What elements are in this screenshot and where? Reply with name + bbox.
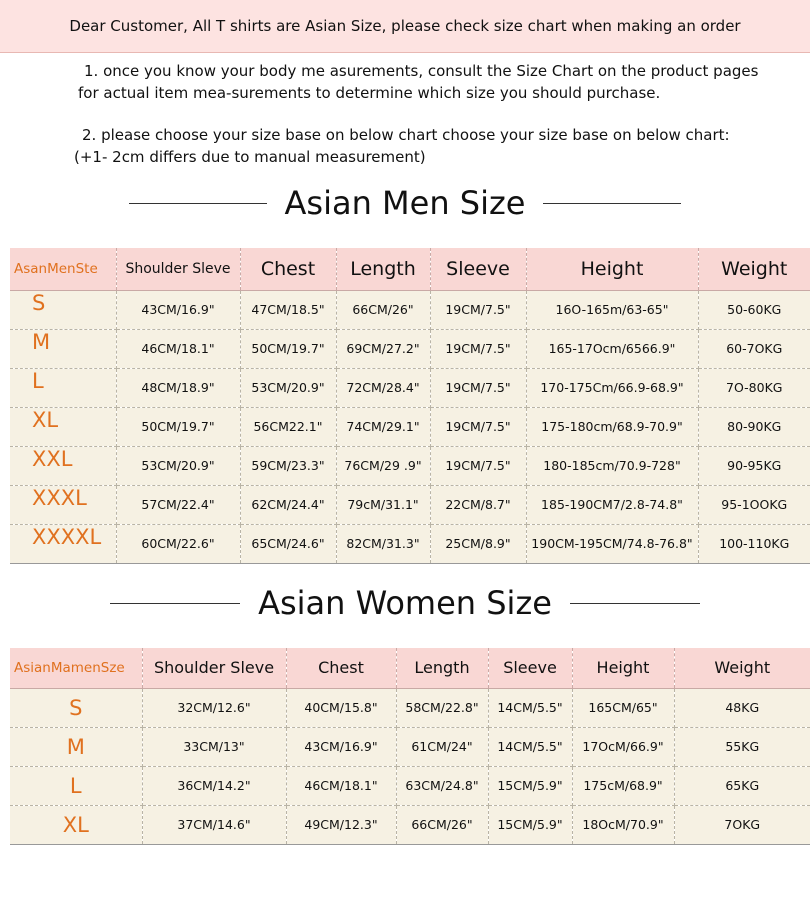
table-row [10,727,810,766]
weight-cell: 95-1OOKG [698,485,810,524]
table-row [10,524,810,563]
men-header-shoulder: Shoulder Sleve [116,248,240,290]
height-cell: 17OcM/66.9" [572,727,674,766]
note-2-line-2: (+1- 2cm differs due to manual measurement) [74,148,426,166]
table-row [10,290,810,329]
length-cell: 61CM/24" [396,727,488,766]
sleeve-cell: 25CM/8.9" [430,524,526,563]
length-cell: 63CM/24.8" [396,766,488,805]
men-header-row [10,248,810,290]
men-header-sleeve: Sleeve [430,248,526,290]
chest-cell: 65CM/24.6" [240,524,336,563]
height-cell: 18OcM/70.9" [572,805,674,844]
height-cell: 165-17Ocm/6566.9" [526,329,698,368]
men-size-table [10,248,810,564]
size-label: XXXL [10,485,116,524]
size-label: L [10,368,116,407]
weight-cell: 7OKG [674,805,810,844]
women-header-row [10,648,810,688]
chest-cell: 40CM/15.8" [286,688,396,727]
notice-banner [0,0,810,53]
women-header-size: AsianMamenSze [10,648,142,688]
sleeve-cell: 14CM/5.5" [488,727,572,766]
size-label: XL [10,407,116,446]
sleeve-cell: 19CM/7.5" [430,290,526,329]
sleeve-cell: 15CM/5.9" [488,805,572,844]
length-cell: 79cM/31.1" [336,485,430,524]
chest-cell: 56CM22.1" [240,407,336,446]
women-header-length: Length [396,648,488,688]
weight-cell: 60-7OKG [698,329,810,368]
length-cell: 76CM/29 .9" [336,446,430,485]
sleeve-cell: 19CM/7.5" [430,407,526,446]
women-header-shoulder: Shoulder Sleve [142,648,286,688]
size-label: XXL [10,446,116,485]
women-header-weight: Weight [674,648,810,688]
table-row [10,688,810,727]
women-title-row [0,580,810,626]
height-cell: 180-185cm/70.9-728" [526,446,698,485]
title-rule-right [543,203,681,204]
weight-cell: 100-110KG [698,524,810,563]
table-row [10,368,810,407]
title-rule-right [570,603,700,604]
size-label: M [10,329,116,368]
men-header-weight: Weight [698,248,810,290]
height-cell: 16O-165m/63-65" [526,290,698,329]
chest-cell: 43CM/16.9" [286,727,396,766]
sleeve-cell: 19CM/7.5" [430,446,526,485]
weight-cell: 7O-80KG [698,368,810,407]
length-cell: 66CM/26" [396,805,488,844]
table-row [10,766,810,805]
length-cell: 58CM/22.8" [396,688,488,727]
notice-text: Dear Customer, All T shirts are Asian Size, please check size chart when making an order [69,17,741,35]
women-size-table [10,648,810,845]
length-cell: 74CM/29.1" [336,407,430,446]
size-label: XXXXL [10,524,116,563]
shoulder-cell: 33CM/13" [142,727,286,766]
title-rule-left [129,203,267,204]
women-header-chest: Chest [286,648,396,688]
men-title-row [0,180,810,226]
height-cell: 190CM-195CM/74.8-76.8" [526,524,698,563]
women-header-height: Height [572,648,674,688]
length-cell: 66CM/26" [336,290,430,329]
weight-cell: 65KG [674,766,810,805]
chest-cell: 47CM/18.5" [240,290,336,329]
size-label: S [10,688,142,727]
chest-cell: 59CM/23.3" [240,446,336,485]
weight-cell: 55KG [674,727,810,766]
shoulder-cell: 43CM/16.9" [116,290,240,329]
weight-cell: 90-95KG [698,446,810,485]
size-label: M [10,727,142,766]
height-cell: 185-190CM7/2.8-74.8" [526,485,698,524]
size-label: S [10,290,116,329]
chest-cell: 49CM/12.3" [286,805,396,844]
shoulder-cell: 46CM/18.1" [116,329,240,368]
shoulder-cell: 53CM/20.9" [116,446,240,485]
chest-cell: 50CM/19.7" [240,329,336,368]
length-cell: 82CM/31.3" [336,524,430,563]
table-row [10,329,810,368]
height-cell: 165CM/65" [572,688,674,727]
height-cell: 175cM/68.9" [572,766,674,805]
men-header-length: Length [336,248,430,290]
shoulder-cell: 37CM/14.6" [142,805,286,844]
women-header-sleeve: Sleeve [488,648,572,688]
sleeve-cell: 19CM/7.5" [430,329,526,368]
sleeve-cell: 22CM/8.7" [430,485,526,524]
note-1-line-2: for actual item mea-surements to determine which size you should purchase. [78,84,661,102]
shoulder-cell: 48CM/18.9" [116,368,240,407]
table-row [10,485,810,524]
weight-cell: 50-60KG [698,290,810,329]
shoulder-cell: 50CM/19.7" [116,407,240,446]
note-1-line-1: 1. once you know your body me asurements, consult the Size Chart on the product pages [84,62,759,80]
shoulder-cell: 57CM/22.4" [116,485,240,524]
note-2-line-1: 2. please choose your size base on below chart choose your size base on below chart: [82,126,730,144]
size-label: L [10,766,142,805]
table-row [10,805,810,844]
chest-cell: 46CM/18.1" [286,766,396,805]
size-label: XL [10,805,142,844]
sleeve-cell: 14CM/5.5" [488,688,572,727]
weight-cell: 80-90KG [698,407,810,446]
men-header-size: AsanMenSte [10,248,116,290]
length-cell: 69CM/27.2" [336,329,430,368]
men-header-height: Height [526,248,698,290]
table-row [10,446,810,485]
length-cell: 72CM/28.4" [336,368,430,407]
shoulder-cell: 60CM/22.6" [116,524,240,563]
title-rule-left [110,603,240,604]
chest-cell: 53CM/20.9" [240,368,336,407]
height-cell: 175-180cm/68.9-70.9" [526,407,698,446]
chest-cell: 62CM/24.4" [240,485,336,524]
weight-cell: 48KG [674,688,810,727]
shoulder-cell: 36CM/14.2" [142,766,286,805]
men-header-chest: Chest [240,248,336,290]
height-cell: 170-175Cm/66.9-68.9" [526,368,698,407]
shoulder-cell: 32CM/12.6" [142,688,286,727]
sleeve-cell: 15CM/5.9" [488,766,572,805]
sleeve-cell: 19CM/7.5" [430,368,526,407]
table-row [10,407,810,446]
women-section-title: Asian Women Size [258,584,552,622]
men-section-title: Asian Men Size [284,184,526,222]
